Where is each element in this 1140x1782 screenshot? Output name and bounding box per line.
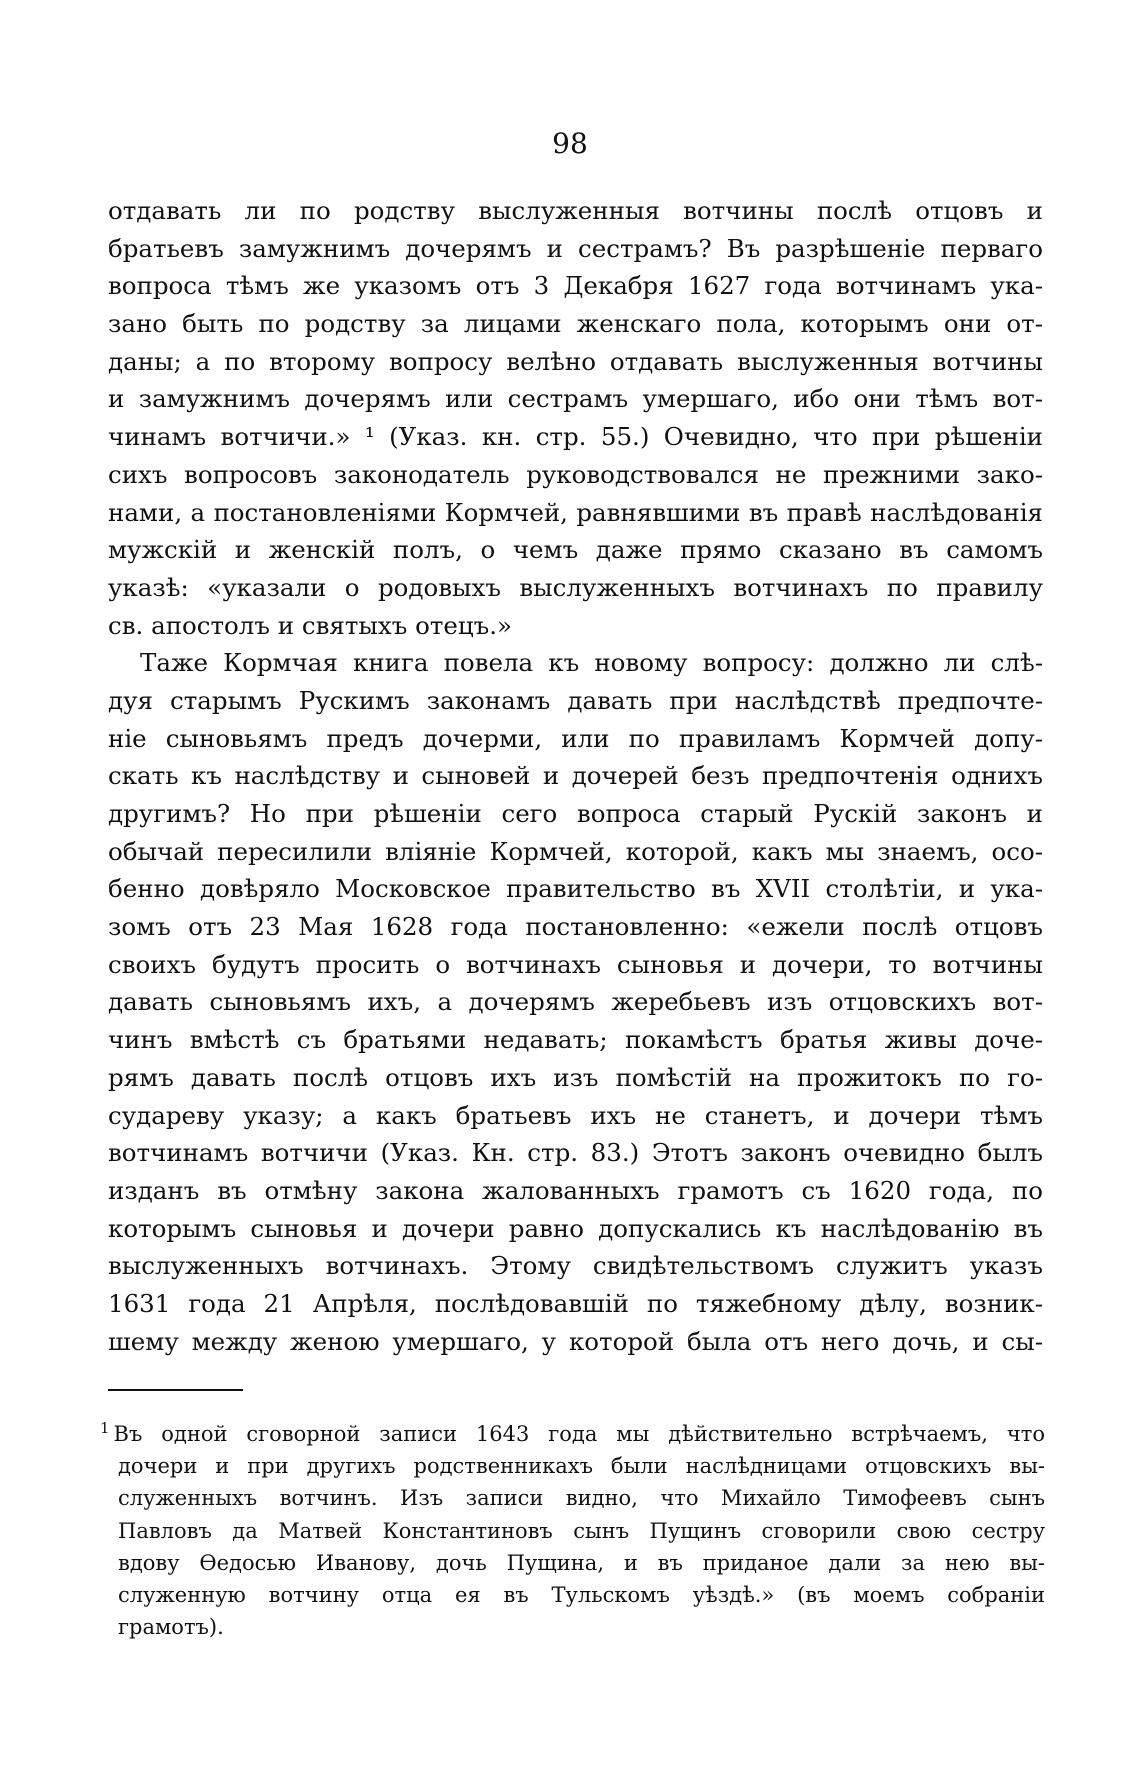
text-line: чинъ вмѣстѣ съ братьями недавать; покамѣстъ братья живы доче- — [108, 1025, 1043, 1055]
footnote-text: Въ одной сговорной записи 1643 года мы дѣйствительно встрѣчаемъ, что — [113, 1422, 1045, 1446]
text-line: дуя старымъ Рускимъ законамъ давать при наслѣдствѣ предпочте- — [108, 685, 1043, 715]
text-line: и замужнимъ дочерямъ или сестрамъ умершаго, ибо они тѣмъ вот- — [108, 384, 1043, 414]
text-line: 1631 года 21 Апрѣля, послѣдовавшій по тяжебному дѣлу, возник- — [108, 1288, 1043, 1318]
text-line: давать сыновьямъ ихъ, а дочерямъ жеребьевъ изъ отцовскихъ вот- — [108, 987, 1043, 1017]
text-line: братьевъ замужнимъ дочерямъ и сестрамъ? Въ разрѣшеніе перваго — [108, 233, 1043, 263]
footnote-divider — [108, 1389, 243, 1391]
text-line: бенно довѣряло Московское правительство въ XVII столѣтіи, и ука- — [108, 874, 1043, 904]
text-line: шему между женою умершаго, у которой была отъ него дочь, и сы- — [108, 1326, 1043, 1356]
footnote-line — [100, 1418, 1045, 1450]
footnote-marker: 1 — [100, 1419, 110, 1437]
text-line: выслуженныхъ вотчинахъ. Этому свидѣтельствомъ служитъ указъ — [108, 1251, 1043, 1281]
footnote-line: Павловъ да Матвей Константиновъ сынъ Пущинъ сговорили свою сестру — [118, 1518, 1045, 1543]
text-line: вопроса тѣмъ же указомъ отъ 3 Декабря 1627 года вотчинамъ ука- — [108, 271, 1043, 301]
text-line: зано быть по родству за лицами женскаго пола, которымъ они от- — [108, 309, 1043, 339]
text-line: вотчинамъ вотчичи (Указ. Кн. стр. 83.) Этотъ законъ очевидно былъ — [108, 1138, 1043, 1168]
footnote — [100, 1418, 1045, 1643]
main-text — [108, 192, 1043, 1360]
text-line: св. апостолъ и святыхъ отецъ.» — [108, 610, 512, 640]
page-number: 98 — [552, 127, 588, 160]
text-line: другимъ? Но при рѣшеніи сего вопроса старый Рускій законъ и — [108, 799, 1043, 828]
text-line: изданъ въ отмѣну закона жалованныхъ грамотъ съ 1620 года, по — [108, 1175, 1043, 1205]
footnote-line: дочери и при другихъ родственникахъ были наслѣдницами отцовскихъ вы- — [118, 1454, 1045, 1479]
text-line: нами, а постановленіями Кормчей, равнявшими въ правѣ наслѣдованія — [108, 497, 1043, 527]
text-line: чинамъ вотчичи.» ¹ (Указ. кн. стр. 55.) Очевидно, что при рѣшеніи — [108, 422, 1043, 452]
footnote-line: грамотъ). — [118, 1615, 224, 1640]
paragraph-start-line: Таже Кормчая книга повела къ новому вопросу: должно ли слѣ- — [140, 648, 1043, 678]
footnote-line: вдову Ѳедосью Иванову, дочь Пущина, и въ приданое дали за нею вы- — [118, 1550, 1045, 1575]
text-line: ніе сыновьямъ предъ дочерми, или по правиламъ Кормчей допу- — [108, 723, 1043, 753]
text-line: обычай пересилили вліяніе Кормчей, которой, какъ мы знаемъ, осо- — [108, 836, 1043, 866]
footnote-line: служенную вотчину отца ея въ Тульскомъ уѣздѣ.» (въ моемъ собраніи — [118, 1582, 1045, 1607]
text-line: даны; а по второму вопросу велѣно отдавать выслуженныя вотчины — [108, 346, 1043, 376]
text-line: которымъ сыновья и дочери равно допускались къ наслѣдованію въ — [108, 1213, 1043, 1243]
text-line: своихъ будутъ просить о вотчинахъ сыновья и дочери, то вотчины — [108, 949, 1043, 979]
text-line: отдавать ли по родству выслуженныя вотчины послѣ отцовъ и — [108, 196, 1043, 225]
text-line: сихъ вопросовъ законодатель руководствовался не прежними зако- — [108, 459, 1043, 489]
text-line: рямъ давать послѣ отцовъ ихъ изъ помѣстій на прожитокъ по го- — [108, 1062, 1043, 1092]
text-line: указѣ: «указали о родовыхъ выслуженныхъ вотчинахъ по правилу — [108, 572, 1043, 602]
text-line: мужскій и женскій полъ, о чемъ даже прямо сказано въ самомъ — [108, 535, 1043, 565]
text-line: судареву указу; а какъ братьевъ ихъ не станетъ, и дочери тѣмъ — [108, 1100, 1043, 1130]
footnote-line: служенныхъ вотчинъ. Изъ записи видно, что Михайло Тимофеевъ сынъ — [118, 1486, 1045, 1511]
text-line: зомъ отъ 23 Мая 1628 года постановленно: «ежели послѣ отцовъ — [108, 912, 1043, 942]
text-line: скать къ наслѣдству и сыновей и дочерей безъ предпочтенія однихъ — [108, 761, 1043, 791]
